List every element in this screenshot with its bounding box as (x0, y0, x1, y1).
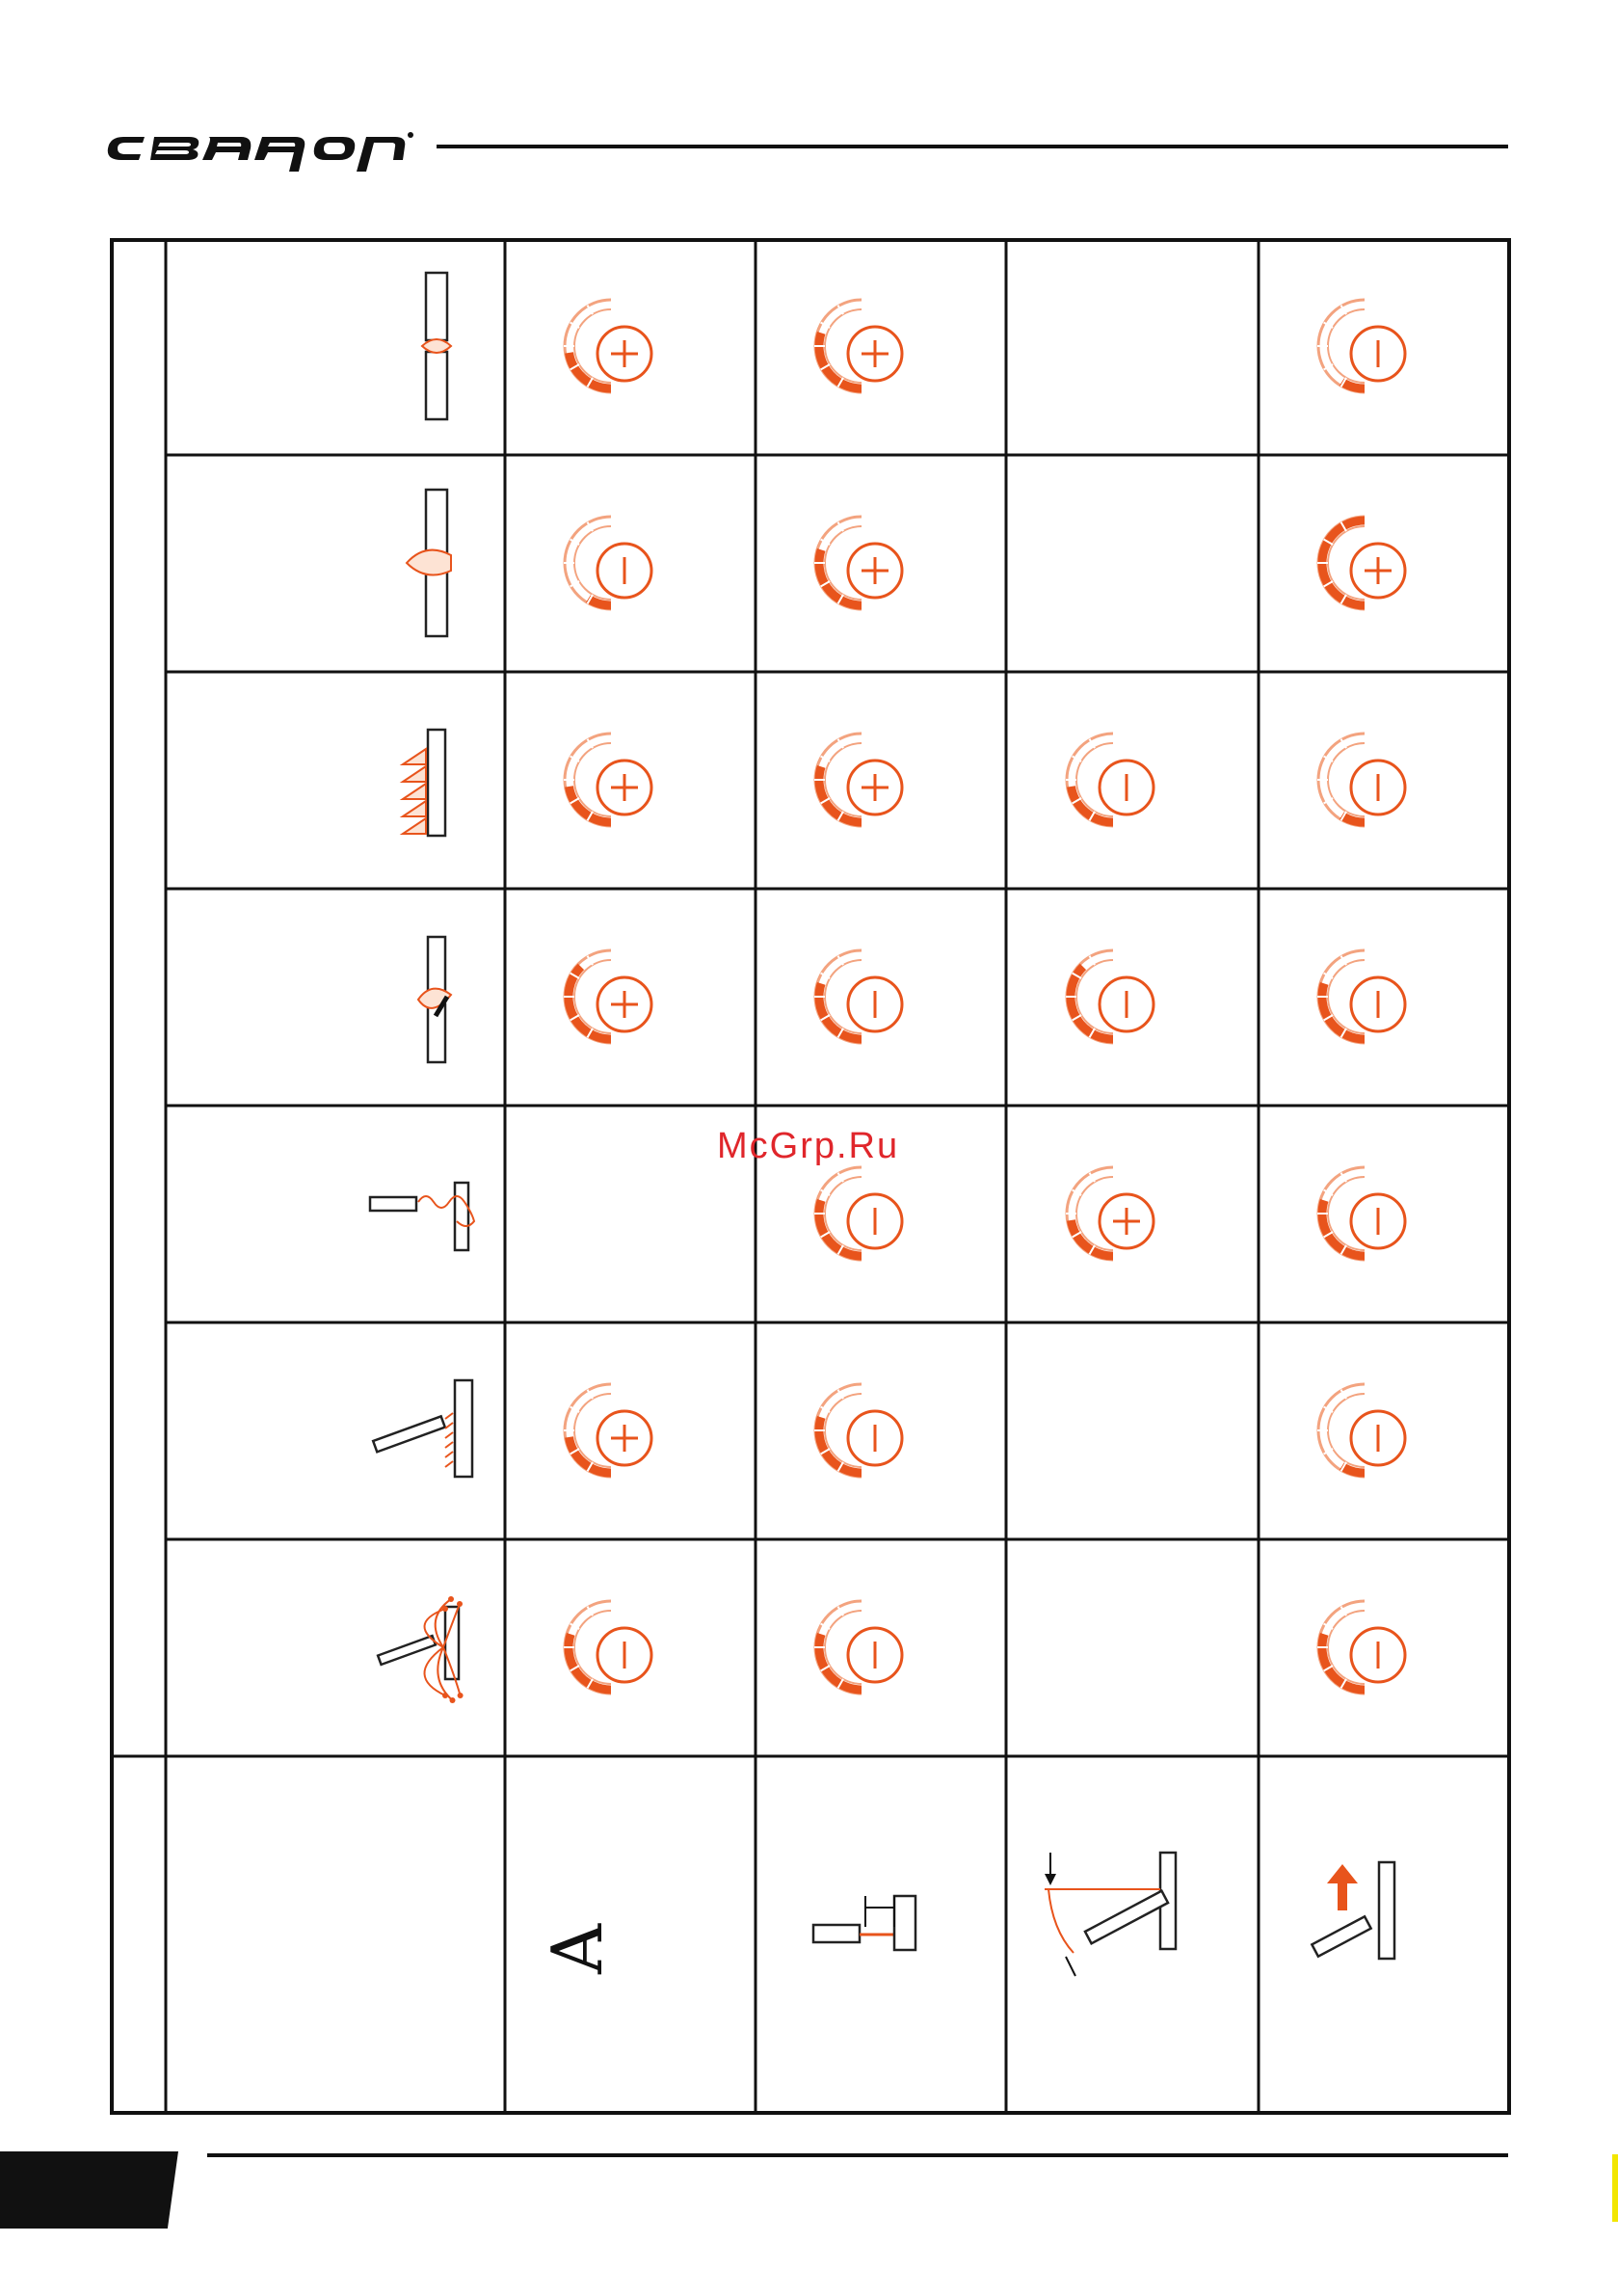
travel-speed-icon (1312, 1862, 1394, 1959)
regulator-knob-icon (1066, 1167, 1154, 1260)
horizontal-multilayer-joint-icon (403, 730, 445, 836)
arc-length-icon (813, 1896, 915, 1950)
regulator-knob-icon (564, 734, 651, 826)
regulator-knob-icon (814, 1384, 902, 1477)
table-grid (110, 238, 1517, 2127)
butt-joint-angled-electrode-icon (418, 937, 451, 1062)
table-row (403, 730, 1405, 836)
table-cell (564, 300, 651, 392)
regulator-knob-icon (814, 734, 902, 826)
table-cell (1066, 1167, 1154, 1260)
spatter-joint-icon (378, 1596, 464, 1703)
table-cell (814, 517, 902, 609)
table-cell (564, 517, 651, 609)
table-cell (1317, 1384, 1405, 1477)
butt-joint-wide-bead-icon (407, 490, 451, 636)
table-row (378, 1596, 1405, 1703)
table-cell (564, 734, 651, 826)
regulator-knob-icon (1317, 734, 1405, 826)
regulator-knob-icon (814, 517, 902, 609)
regulator-knob-icon (1317, 950, 1405, 1043)
table-cell (814, 1601, 902, 1694)
regulator-knob-icon (1317, 300, 1405, 392)
footer-rule (207, 2153, 1508, 2157)
header-rule (437, 145, 1508, 148)
regulator-knob-icon (564, 517, 651, 609)
regulator-knob-icon (1317, 1601, 1405, 1694)
electrode-angle-icon (1045, 1853, 1176, 1976)
current-symbol: A (537, 1924, 618, 1974)
butt-joint-flat-icon (422, 273, 451, 419)
table-cell (814, 300, 902, 392)
table-cell (1317, 734, 1405, 826)
brand-logo (106, 114, 414, 172)
regulator-knob-icon (814, 300, 902, 392)
regulator-knob-icon (814, 1167, 902, 1260)
fillet-joint-icon (373, 1380, 472, 1477)
wavy-seam-joint-icon (370, 1183, 474, 1250)
brand-logo-graphic (106, 114, 414, 172)
table-row (373, 1380, 1405, 1477)
table-cell (1317, 1167, 1405, 1260)
table-cell (1066, 734, 1154, 826)
table-row (418, 937, 1405, 1062)
grid-lines (112, 240, 1509, 2113)
regulator-knob-icon (1066, 734, 1154, 826)
page-number-tab (0, 2151, 178, 2229)
table-cell (1317, 950, 1405, 1043)
regulator-knob-icon (564, 1601, 651, 1694)
regulator-knob-icon (1066, 950, 1154, 1043)
table-cell (814, 734, 902, 826)
watermark: McGrp.Ru (717, 1126, 900, 1166)
table-cell (814, 950, 902, 1043)
regulator-knob-icon (564, 950, 651, 1043)
table-cell (1066, 950, 1154, 1043)
table-cell (564, 1384, 651, 1477)
table-cell (1317, 300, 1405, 392)
regulator-knob-icon (564, 1384, 651, 1477)
regulator-knob-icon (814, 950, 902, 1043)
regulator-knob-icon (1317, 1384, 1405, 1477)
table-cell (1317, 517, 1405, 609)
welding-parameters-table (110, 238, 1517, 2127)
table-cell (564, 1601, 651, 1694)
regulator-knob-icon (564, 300, 651, 392)
table-cell (564, 950, 651, 1043)
table-cell (1317, 1601, 1405, 1694)
regulator-knob-icon (1317, 517, 1405, 609)
parameter-legend-row (537, 1853, 1394, 1976)
regulator-knob-icon (814, 1601, 902, 1694)
edge-marker (1612, 2154, 1618, 2222)
table-cell (814, 1167, 902, 1260)
table-cell (814, 1384, 902, 1477)
table-row (370, 1167, 1405, 1260)
regulator-knob-icon (1317, 1167, 1405, 1260)
table-row (407, 490, 1405, 636)
